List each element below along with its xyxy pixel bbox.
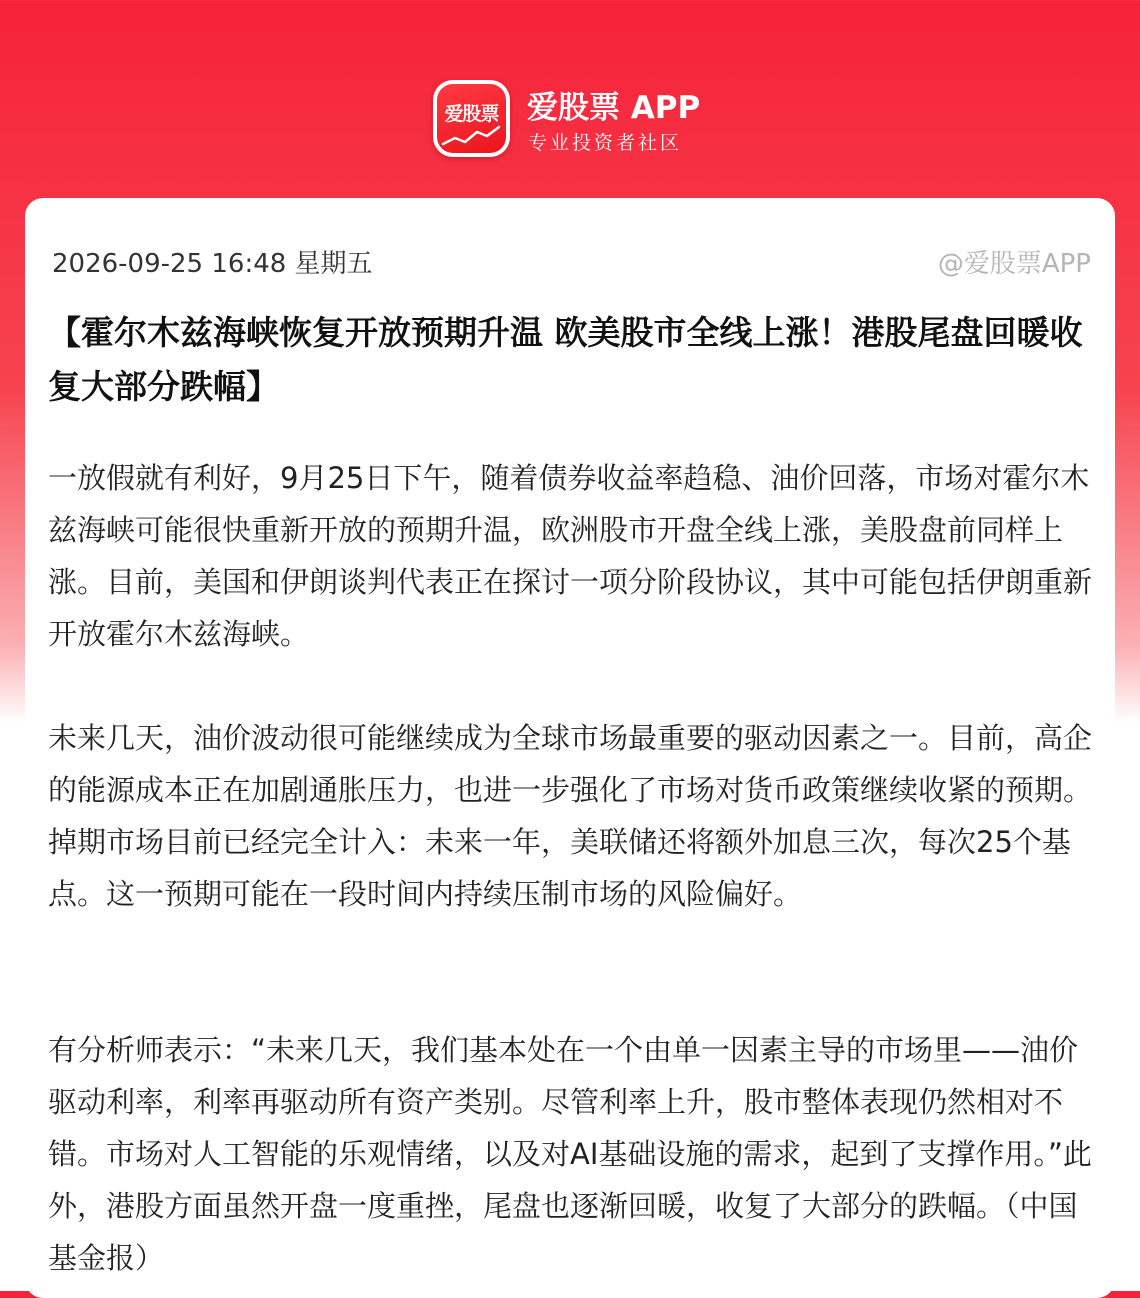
rising-chart-icon (441, 124, 502, 148)
app-header (0, 0, 1140, 198)
logo-background (437, 84, 506, 153)
app-logo-icon (433, 80, 510, 157)
article-title: 【霍尔木兹海峡恢复开放预期升温 欧美股市全线上涨！港股尾盘回暖收复大部分跌幅】 (48, 313, 1083, 406)
post-datetime: 2026-09-25 16:48 星期五 (52, 249, 373, 279)
logo-text: 爱股票 (444, 103, 499, 125)
article-card (25, 198, 1115, 1298)
article-paragraph: 一放假就有利好，9月25日下午，随着债券收益率趋稳、油价回落，市场对霍尔木兹海峡可能很快重新开放的预期升温，欧洲股市开盘全线上涨，美股盘前同样上涨。目前，美国和伊朗谈判代表正在探讨一项分阶段协议，其中可能包括伊朗重新开放霍尔木兹海峡。 (48, 461, 1093, 651)
post-source-watermark: @爱股票APP (937, 249, 1091, 279)
article-paragraph: 有分析师表示：“未来几天，我们基本处在一个由单一因素主导的市场里——油价驱动利率，利率再驱动所有资产类别。尽管利率上升，股市整体表现仍然相对不错。市场对人工智能的乐观情绪，以及对AI基础设施的需求，起到了支撑作用。”此外，港股方面虽然开盘一度重挫，尾盘也逐渐回暖，收复了大部分的跌幅。（中国基金报） (48, 1033, 1092, 1275)
brand-name: 爱股票 APP (527, 90, 701, 126)
article-paragraph: 未来几天，油价波动很可能继续成为全球市场最重要的驱动因素之一。目前，高企的能源成本正在加剧通胀压力，也进一步强化了市场对货币政策继续收紧的预期。掉期市场目前已经完全计入：未来一年，美联储还将额外加息三次，每次25个基点。这一预期可能在一段时间内持续压制市场的风险偏好。 (48, 721, 1093, 911)
brand-slogan: 专业投资者社区 (528, 132, 683, 154)
